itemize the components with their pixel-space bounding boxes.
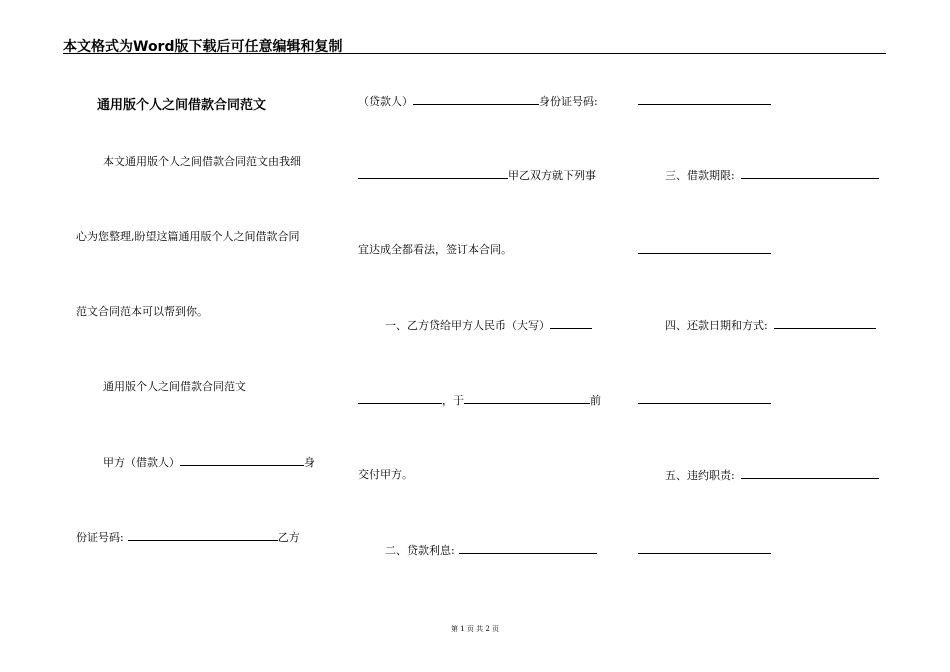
item4-label: 四、还款日期和方式: [665, 319, 768, 332]
party-a-suffix: 身 [304, 456, 315, 469]
item2-label: 二、贷款利息: [385, 544, 455, 557]
id-number-label: 份证号码: [76, 531, 124, 544]
document-title: 通用版个人之间借款合同范文 [97, 98, 267, 113]
item3-line [665, 168, 879, 183]
blank-line-1 [638, 104, 771, 105]
paragraph-intro-line1: 本文通用版个人之间借款合同范文由我细 [103, 155, 301, 168]
agreement-line [358, 168, 596, 183]
blank-line-4 [638, 553, 771, 554]
item1-label: 一、乙方贷给甲方人民币（大写） [385, 319, 550, 332]
item1-text: 交付甲方。 [358, 468, 413, 481]
agreement-blank [358, 168, 508, 179]
item1-mid: ，于 [442, 394, 464, 407]
item2-line [385, 543, 597, 558]
page-header-title: 本文格式为Word版下载后可任意编辑和复制 [63, 39, 343, 55]
item5-line [665, 468, 879, 483]
lender-label: （贷款人） [358, 95, 413, 108]
lender-id-label: 身份证号码: [539, 95, 598, 108]
page-number: 第 1 页 共 2 页 [450, 625, 500, 633]
item1-line [385, 318, 592, 333]
party-b-label: 乙方 [277, 531, 300, 544]
header-rule [63, 53, 886, 54]
item3-blank [741, 168, 879, 179]
item4-line [665, 318, 876, 333]
lender-blank [413, 94, 539, 105]
item1-blank-a [358, 393, 442, 404]
agreement-label: 甲乙双方就下列事 [508, 169, 596, 182]
lender-line [358, 94, 598, 109]
id-number-blank [128, 530, 278, 541]
party-a-line [103, 455, 315, 470]
item4-blank [774, 318, 876, 329]
item1-date-line [358, 393, 601, 408]
blank-line-2 [638, 253, 771, 254]
item2-blank [459, 543, 597, 554]
party-a-blank [180, 455, 304, 466]
paragraph-intro-line3: 范文合同范本可以帮到你。 [76, 305, 208, 318]
blank-line-3 [638, 403, 771, 404]
item1-blank-b [464, 393, 590, 404]
item3-label: 三、借款期限: [665, 169, 735, 182]
agreement-text: 宜达成全都看法，签订本合同。 [358, 243, 512, 256]
id-number-line [76, 530, 300, 545]
item5-blank [741, 468, 879, 479]
party-a-label: 甲方（借款人） [103, 456, 180, 469]
paragraph-intro-line2: 心为您整理,盼望这篇通用版个人之间借款合同 [76, 230, 300, 243]
item1-amount-blank [550, 318, 592, 329]
paragraph-subtitle: 通用版个人之间借款合同范文 [103, 380, 246, 393]
item5-label: 五、违约职责: [665, 469, 735, 482]
item1-end: 前 [590, 394, 601, 407]
